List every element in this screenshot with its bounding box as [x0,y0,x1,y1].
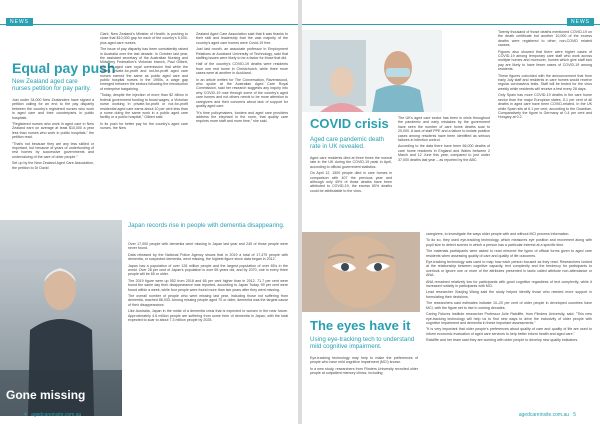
paragraph: "It's time policymakers, funders and aged care providers address the elephant in the room, that quality care requires more staff and more time," she said. [196,110,288,124]
left-page [0,0,298,424]
paragraph: Lead researcher Xiaojing Wang said the study helped identify those who needed more support in formulating their decisions. [426,290,592,299]
section-tag: NEWS [6,18,33,26]
paragraph: Eye-tracking technology may help to make the preferences of people who have mild cognitive impairment (MCI) known. [310,356,418,365]
eyes-column-1 [310,356,418,412]
footer-left [24,412,81,418]
paragraph: In an article written for The Conversation, Ravenswood, who spoke at the Australian Aged Care Royal Commission, said her research suggests any inquiry into why COVID-19 rose through some of the country's aged care homes and not others needs to be more attention to caregivers and their concerns about lack of support for quality aged care. [196,77,288,109]
paragraph: Data released by the National Police Agency shows that in 2019 a total of 17,479 people with dementia, or suspected dementia, went missing, the highest figure since data began in 2012. [128,252,288,262]
footer-right [519,412,576,418]
paragraph: ANA remained relatively low for participants with good cognitive regardless of text complexity, while it increased notably in participants with MCI. [426,279,592,289]
paragraph: The UK's aged care sector has been in crisis throughout the pandemic and early mistakes by the government have seen the number of care home deaths soar to 20,000. A lack of staff PPE and a failure to isolate positive cases among residents have been identified as serious failures in infection control. [398,116,490,143]
standfirst-covid: Aged care pandemic death rate in UK revealed. [310,136,384,151]
paragraph: Japan has a population of over 126 million people and the largest population of over 65's in the world. Over 28 per cent of Japan's population is over 65 years old, and by 2070, one in every three people will be 65 or older. [128,263,288,277]
right-page [302,0,600,424]
paragraph: Just last month, an associate professor in Employment Relations at Auckland University of Technology, said that staffing issues were likely to be a factor for those that did. [196,47,288,61]
paragraph: On April 12, 1500 people died in care homes in comparison with 407 the previous year and although only 49% of those deaths have been attributed to COVID-19, the excess 60% deaths could be attributable to the virus. [310,171,392,193]
eyes-have-it-photo [302,232,420,312]
section-tag: NEWS [567,18,594,26]
paragraph: caregivers, to investigate the ways older people with and without MCI process information. [426,232,570,236]
paragraph: Caring Futures Institute researcher Professor Julie Ratcliffe, from Flinders University, said: "This new eye-tracking technology will help us to find new ways to drive the inclusivity of older people with cognitive impairment and dementia in these important assessments." [426,312,592,325]
missing-article-column [128,242,288,402]
paragraph: Eye-tracking technology was used to map how each person focused as they read. Researchers looked at the relationship between cognitive capacity, text complexity and the tendency for participants to overlook or ignore one or more of the attributes presented in tactic called attribute non-attendance or ANA. [426,260,592,278]
paragraph: According to the data there have been 66,000 deaths of care home residents in England and Wales between 2 March and 12 June this year, compared to just under 37,000 deaths last year – as reported by the ABC. [398,144,490,162]
paragraph: The issue of pay disparity has been consistently raised in Australia over the last decade. In October last year, the assistant secretary of the Australian Nursing and Midwifery Federation's Victorian branch, Paul Gilbert, told the aged care royal commission that while the state's private-for-profit and not-for-profit aged care nurses earned the same as public aged care and public hospital nurses in the 1990s, a wage gap emerged between the sectors following the introduction of enterprise bargaining. [100,47,188,91]
headline-eyes-have-it: The eyes have it [310,318,411,333]
paragraph: Figures also showed that there were higher cases of COVID-19 among temporary care staff who work across multiple homes and moreover, homes which give staff sick pay are likely to have fewer cases of COVID-19 among residents. [498,49,592,72]
footer-url[interactable]: agedcareinsite.com.au [518,412,570,418]
paragraph: The materials participants were asked to read mirrored the types of official forms given to aged care residents when assessing quality of care and quality of life outcomes. [426,249,592,258]
covid-column-2 [398,116,490,232]
standfirst-equal-pay: New Zealand aged care nurses petition for pay parity. [12,78,91,93]
covid-illustration [302,30,442,112]
paragraph: The 2019 figure were up 552 from 2018 and 65 per cent higher than in 2012. 71.7 per cent were found the same day their disappearance was reported, according to Japan Today. 99 per cent were found within a week, while four people were found more than two years after they went missing. [128,278,288,292]
paragraph: To do so, they used eye-tracking technology, which measures eye position and movement along with pupil size to detect scenes in which a person has a particular interest at a specific time. [426,238,592,247]
paragraph: Set up by the New Zealand Aged Care Association, the petition to Dr David [12,161,94,170]
paragraph: Aged care residents died at three times the normal rate in the UK during the COVID-19 peak in April, according to official government statistics. [310,156,392,169]
gone-missing-photo [0,220,122,416]
paragraph: Ratcliffe and her team said they are working with older people to develop new quality indicators. [426,338,579,343]
page-number: 5 [573,412,576,418]
paragraph: "It is very important that older people's preferences about quality of care and quality of life are used to inform economic evaluation of aged care services to help better inform health and aged care." [426,327,592,336]
paragraph: Half of the country's COVID-19 deaths were residents from one rest home in Christchurch, while three more cases were at another in Auckland. [196,62,288,76]
header-rule [302,24,600,25]
article-column-2 [100,32,188,218]
paragraph: Only Spain has more COVID-19 deaths in the care home sector than the major European states. 5.1 per cent of all deaths in aged care have been COVID-related. In the UK while Spain sits at 6.1 per cent, according to the Guardian. Comparatively the figure is Germany at 0.4 per cent and Hungary at 0.2. [498,93,592,120]
paragraph: "Today, despite the injection of more than $2 billion in federal government funding to boost wages, a Victorian nurse working in private-for-profit or not-for-profit residential aged care earns about 10 per cent less than a nurse doing the same work in a public aged care facility or a public hospital," Gilbert said. [100,93,188,120]
paragraph: The researchers said estimates indicate 10–20 per cent of older people in developed countries have MCI, with the figure set to rise in coming decades. [426,301,592,310]
article-column-3 [196,32,288,218]
paragraph: Like Australia, Japan in the midst of a dementia crisis that is expected to worsen in the near future. Approximately 4.6 million people are suffering from some form of dementia in Japan, with the total expected to soar to about 7.3 million people by 2025. [128,309,288,323]
paragraph: Twenty thousand of those deaths mentioned COVID-19 on the death certificate but another 10,000 of the excess deaths were registered to other, non-COVID related causes. [498,30,592,48]
paragraph: In its push for better pay for the country's aged care nurses, the New [100,121,188,131]
paragraph: "Registered nurses who work in aged care in New Zealand earn on average at least $10,000 a year less than nurses who work in public hospitals," the petition read. [12,122,94,140]
headline-equal-pay: Equal pay push [12,60,116,76]
covid-crisis-photo [302,30,442,112]
paragraph: Over 17,000 people with dementia went missing in Japan last year and 245 of those people were never found. [128,242,288,251]
paragraph: The overall number of people who went missing last year, including those not suffering from dementia, reached 86,933. Among missing people aged 70 or older, dementia was the largest cause of their disappearance. [128,294,288,307]
footer-url[interactable]: agedcareinsite.com.au [30,412,82,418]
headline-gone-missing: Gone missing [6,388,86,402]
article-column-1 [12,98,94,218]
paragraph: These figures coincided with the announcement that from early July staff and residents in care homes would receive regular coronavirus tests. Staff will be tested for the virus weekly while residents will receive a test every 28 days. [498,73,592,91]
paragraph: In a new study, researchers from Flinders University recruited older people at outpatient memory clinics, including [310,366,418,376]
covid-column-3 [498,30,592,226]
missing-person-illustration [0,220,122,416]
paragraph: Clark, New Zealand's Minister of Health, is pushing to close that $10,000 gap for each of the country's 5,000-plus aged care nurses. [100,32,188,45]
paragraph: "That's not because they are any less skilled or important, but because of years of underfunding of rest homes by successive governments and undervaluing of the care of older people." [12,141,94,159]
page-number: 4 [24,412,27,418]
standfirst-eyes: Using eye-tracking tech to understand mild cognitive impairment. [310,336,415,351]
paragraph: Just under 34,000 New Zealanders have signed a petition calling for an end to the pay disparity between the country's registered nurses who work in aged care and their counterparts in public hospitals. [12,98,94,120]
paragraph: Zealand Aged Care Association said that it was thanks to their skill and leadership that the vast majority of the country's aged care homes were Covid-19 free. [196,32,288,45]
eye-tracking-illustration [302,232,420,312]
header-rule [0,24,298,25]
standfirst-gone-missing: Japan records rise in people with dementia disappearing. [128,222,285,229]
eyes-column-2 [426,232,592,410]
headline-covid-crisis: COVID crisis [310,116,389,131]
